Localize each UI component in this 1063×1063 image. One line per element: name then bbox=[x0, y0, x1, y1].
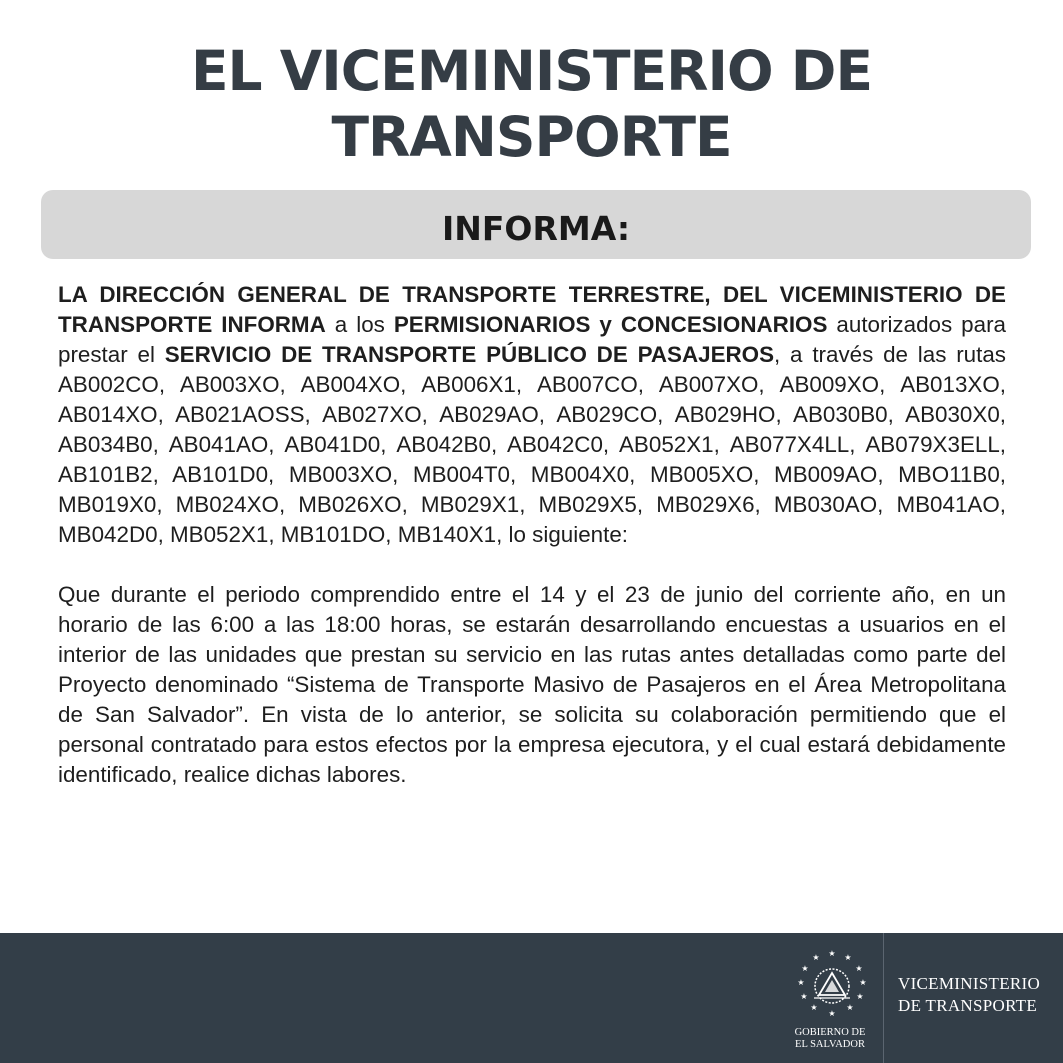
footer-bar bbox=[0, 933, 1063, 1063]
vice-line-2: DE TRANSPORTE bbox=[898, 996, 1038, 1015]
intro-bold: LA DIRECCIÓN GENERAL DE TRANSPORTE TERRESTRE, DEL VICEMINISTERIO DE TRANSPORTE INFORMA bbox=[58, 282, 1006, 337]
paragraph-survey: Que durante el periodo comprendido entre el 14 y el 23 de junio del corriente año, en un horario de las 6:00 a las 18:00 horas, se estarán desarrollando encuestas a usuarios en el interior de las unidades que prestan su servicio en las rutas antes detalladas como parte del Proyecto denominado “Sistema de Transporte Masivo de Pasajeros en el Área Metropolitana de San Salvador”. En vista de lo anterior, se solicita su colaboración permitiendo que el personal contratado para estos efectos por la empresa ejecutora, y el cual estará debidamente identificado, realice dichas labores. bbox=[58, 582, 1006, 787]
svg-text:★: ★ bbox=[828, 949, 836, 958]
announcement-body bbox=[58, 280, 1006, 790]
svg-text:★: ★ bbox=[856, 992, 864, 1001]
connector-1: a los bbox=[325, 312, 394, 337]
svg-text:★: ★ bbox=[844, 953, 852, 962]
vice-line-1: VICEMINISTERIO bbox=[898, 974, 1041, 993]
svg-text:★: ★ bbox=[859, 978, 867, 987]
gov-line-1: GOBIERNO DE bbox=[794, 1027, 866, 1038]
gobierno-label bbox=[775, 1027, 885, 1051]
svg-text:★: ★ bbox=[810, 1003, 818, 1012]
service-bold: SERVICIO DE TRANSPORTE PÚBLICO DE PASAJEROS bbox=[164, 342, 775, 367]
viceministerio-label bbox=[898, 973, 1040, 1017]
page-title bbox=[0, 38, 1063, 170]
connector-2: autorizados para prestar el bbox=[58, 312, 1006, 367]
banner-label: INFORMA: bbox=[441, 209, 631, 248]
paragraph-routes bbox=[58, 280, 1006, 550]
title-line-1: EL VICEMINISTERIO DE bbox=[190, 39, 873, 103]
title-line-2: TRANSPORTE bbox=[331, 105, 732, 169]
footer-divider bbox=[883, 933, 884, 1063]
routes-list: , a través de las rutas AB002CO, AB003XO, AB004XO, AB006X1, AB007CO, AB007XO, AB009XO, AB013XO, AB014XO, AB021AOSS, AB027XO, AB029AO, AB029CO, AB029HO, AB030B0, AB030X0, AB034B0, AB041AO, AB041D0, AB042B0, AB042C0, AB052X1, AB077X4LL, AB079X3ELL, AB101B2, AB101D0, MB003XO, MB004T0, MB004X0, MB005XO, MB009AO, MBO11B0, MB019X0, MB024XO, MB026XO, MB029X1, MB029X5, MB029X6, MB030AO, MB041AO, MB042D0, MB052X1, MB101DO, MB140X1, lo siguiente: bbox=[58, 342, 1007, 547]
svg-text:★: ★ bbox=[828, 1009, 836, 1018]
recipients-bold: PERMISIONARIOS y CONCESIONARIOS bbox=[393, 312, 828, 337]
svg-text:★: ★ bbox=[800, 992, 808, 1001]
svg-text:★: ★ bbox=[846, 1003, 854, 1012]
svg-text:★: ★ bbox=[855, 964, 863, 973]
gov-line-2: EL SALVADOR bbox=[795, 1039, 865, 1050]
svg-text:★: ★ bbox=[797, 978, 805, 987]
svg-text:★: ★ bbox=[801, 964, 809, 973]
svg-text:★: ★ bbox=[812, 953, 820, 962]
informa-banner bbox=[41, 190, 1031, 259]
